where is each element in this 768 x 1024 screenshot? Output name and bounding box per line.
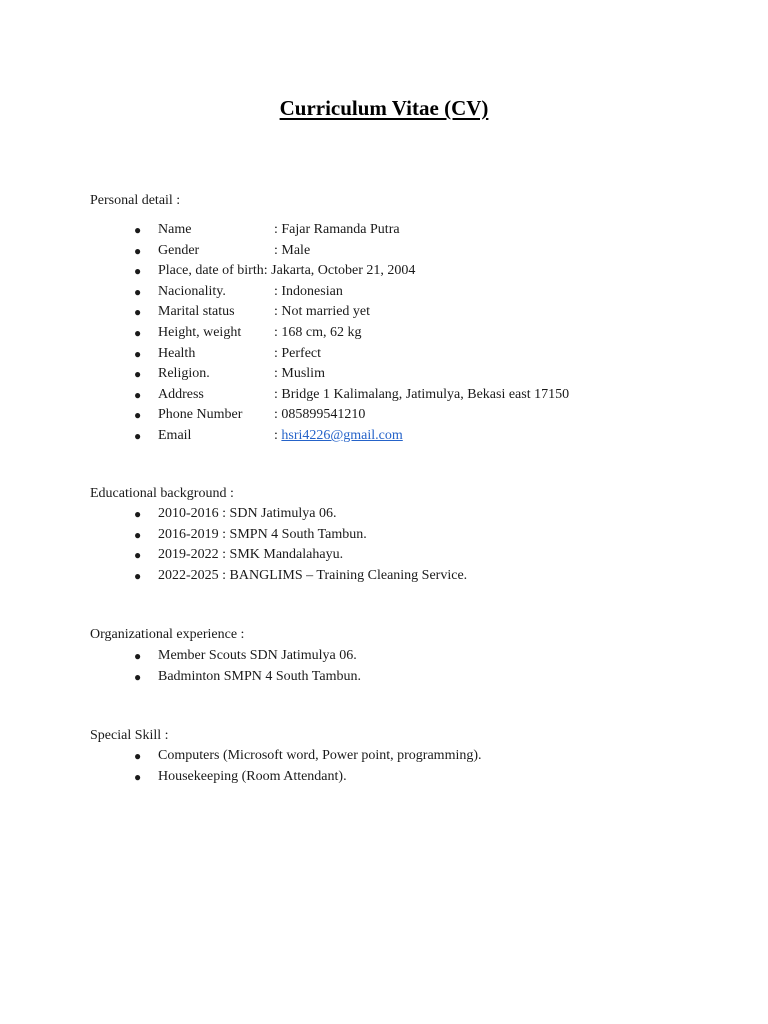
- gender-value: : Male: [274, 242, 311, 258]
- personal-item-birth: [130, 261, 569, 282]
- bullet-icon: ●: [134, 243, 142, 258]
- address-label: Address: [158, 386, 204, 402]
- bullet-icon: ●: [134, 305, 142, 320]
- phone-label: Phone Number: [158, 407, 243, 423]
- birth-value: Jakarta, October 21, 2004: [267, 263, 416, 279]
- marital-value: : Not married yet: [274, 304, 371, 320]
- bullet-icon: ●: [134, 223, 142, 237]
- personal-item-phone: [130, 405, 569, 426]
- marital-label: Marital status: [158, 304, 235, 320]
- education-item-text: 2022-2025 : BANGLIMS – Training Cleaning Service.: [158, 567, 468, 583]
- bullet-icon: ●: [134, 669, 142, 684]
- list-item: [130, 504, 467, 525]
- organization-item-text: Badminton SMPN 4 South Tambun.: [158, 668, 361, 684]
- email-prefix: :: [274, 427, 282, 443]
- list-item: [130, 767, 482, 788]
- list-item: [130, 646, 361, 667]
- personal-item-gender: [130, 241, 569, 262]
- bullet-icon: ●: [134, 749, 142, 763]
- organization-item-text: Member Scouts SDN Jatimulya 06.: [158, 648, 357, 663]
- bullet-icon: ●: [134, 527, 142, 542]
- personal-item-health: [130, 344, 569, 365]
- bullet-icon: ●: [134, 428, 142, 443]
- personal-item-email: [130, 426, 569, 447]
- bullet-icon: ●: [134, 408, 142, 423]
- bullet-icon: ●: [134, 568, 142, 583]
- personal-detail-heading: Personal detail :: [90, 193, 181, 208]
- name-value: : Fajar Ramanda Putra: [274, 222, 400, 237]
- bullet-icon: ●: [134, 264, 142, 279]
- personal-item-name: [130, 220, 569, 241]
- organization-list: [130, 646, 361, 687]
- health-label: Health: [158, 345, 196, 361]
- bullet-icon: ●: [134, 387, 142, 402]
- bullet-icon: ●: [134, 325, 142, 340]
- education-item-text: 2016-2019 : SMPN 4 South Tambun.: [158, 526, 367, 542]
- bullet-icon: ●: [134, 507, 142, 521]
- education-item-text: 2010-2016 : SDN Jatimulya 06.: [158, 506, 337, 521]
- education-item-text: 2019-2022 : SMK Mandalahayu.: [158, 547, 344, 563]
- nationality-label: Nacionality.: [158, 283, 226, 299]
- height-value: : 168 cm, 62 kg: [274, 324, 362, 340]
- education-list: [130, 504, 467, 586]
- bullet-icon: ●: [134, 649, 142, 663]
- health-value: : Perfect: [274, 345, 322, 361]
- name-label: Name: [158, 222, 192, 237]
- skills-list: [130, 746, 482, 787]
- skills-heading: Special Skill :: [90, 728, 169, 743]
- list-item: [130, 746, 482, 767]
- phone-value: : 085899541210: [274, 407, 366, 423]
- height-label: Height, weight: [158, 324, 242, 340]
- education-heading: Educational background :: [90, 486, 234, 501]
- personal-item-height: [130, 323, 569, 344]
- list-item: [130, 566, 467, 587]
- address-value: : Bridge 1 Kalimalang, Jatimulya, Bekasi east 17150: [274, 386, 570, 402]
- personal-item-marital: [130, 302, 569, 323]
- email-label: Email: [158, 427, 192, 443]
- skill-item-text: Computers (Microsoft word, Power point, programming).: [158, 748, 482, 763]
- personal-item-address: [130, 385, 569, 406]
- list-item: [130, 545, 467, 566]
- bullet-icon: ●: [134, 548, 142, 563]
- bullet-icon: ●: [134, 346, 142, 361]
- religion-value: : Muslim: [274, 366, 325, 382]
- religion-label: Religion.: [158, 366, 210, 382]
- nationality-value: : Indonesian: [274, 283, 343, 299]
- personal-item-religion: [130, 364, 569, 385]
- organization-heading: Organizational experience :: [90, 627, 245, 642]
- personal-detail-list: [130, 220, 569, 447]
- list-item: [130, 667, 361, 688]
- gender-label: Gender: [158, 242, 200, 258]
- email-link[interactable]: hsri4226@gmail.com: [281, 427, 403, 443]
- document-title: Curriculum Vitae (CV): [279, 96, 489, 120]
- list-item: [130, 525, 467, 546]
- bullet-icon: ●: [134, 284, 142, 299]
- personal-item-nationality: [130, 282, 569, 303]
- skill-item-text: Housekeeping (Room Attendant).: [158, 768, 347, 784]
- bullet-icon: ●: [134, 367, 142, 382]
- bullet-icon: ●: [134, 769, 142, 784]
- birth-label: Place, date of birth:: [158, 263, 268, 279]
